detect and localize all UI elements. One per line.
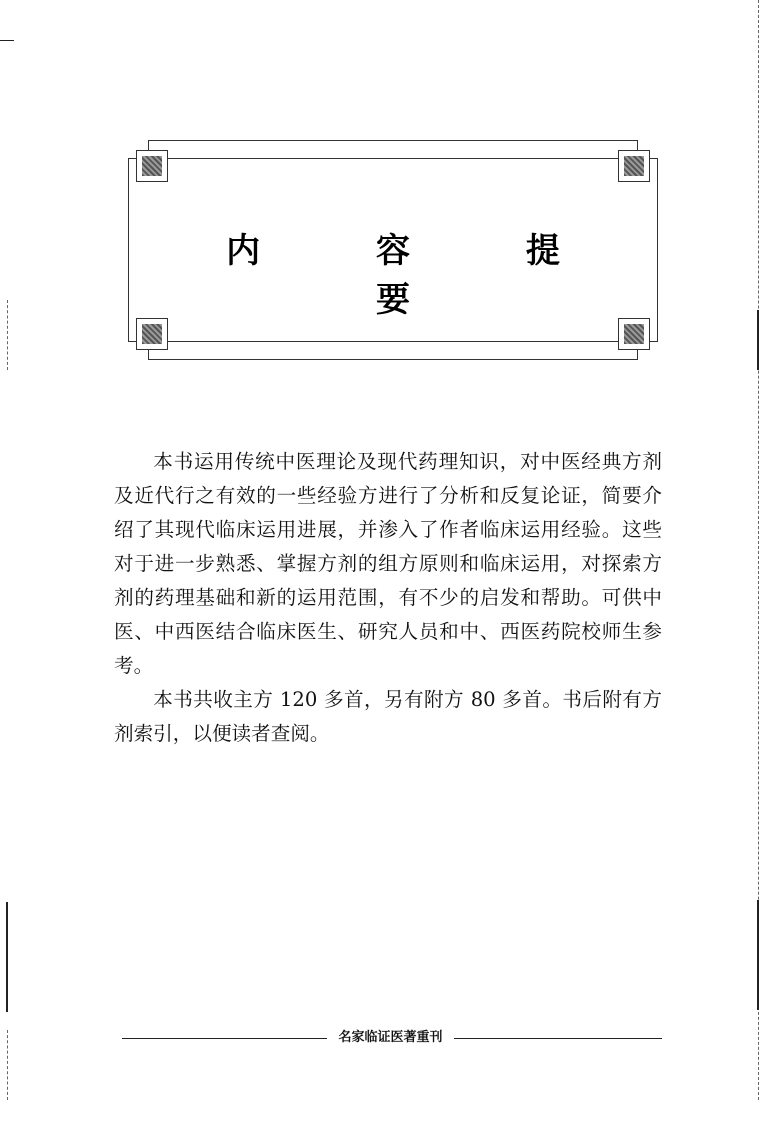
summary-body (114, 445, 662, 751)
title-frame (128, 140, 658, 360)
footer-rule-left (122, 1038, 327, 1039)
page-title: 内 容 提 要 (226, 231, 612, 320)
scan-edge-mark (757, 310, 759, 370)
paragraph: 本书运用传统中医理论及现代药理知识，对中医经典方剂及近代行之有效的一些经验方进行了分析和反复论证，简要介绍了其现代临床运用进展，并渗入了作者临床运用经验。这些对于进一步熟悉、掌握方剂的组方原则和临床运用，对探索方剂的药理基础和新的运用范围，有不少的启发和帮助。可供中医、中西医结合临床医生、研究人员和中、西医药院校师生参考。 (114, 450, 662, 677)
scan-edge-mark (757, 900, 759, 1010)
paragraph: 本书共收主方 120 多首，另有附方 80 多首。书后附有方剂索引，以便读者查阅。 (114, 688, 662, 745)
scan-edge-mark (0, 40, 14, 41)
footer (122, 1028, 662, 1048)
corner-ornament-bottom-right (618, 318, 650, 350)
frame-top-border (148, 140, 638, 159)
scan-edge-mark (7, 300, 8, 370)
footer-rule-right (454, 1038, 662, 1039)
series-name: 名家临证医著重刊 (338, 1030, 443, 1045)
corner-ornament-bottom-left (136, 318, 168, 350)
scan-edge-mark (6, 902, 8, 1012)
frame-bottom-border (148, 341, 638, 360)
scan-edge-mark (7, 1030, 8, 1100)
corner-ornament-top-left (136, 150, 168, 182)
corner-ornament-top-right (618, 150, 650, 182)
